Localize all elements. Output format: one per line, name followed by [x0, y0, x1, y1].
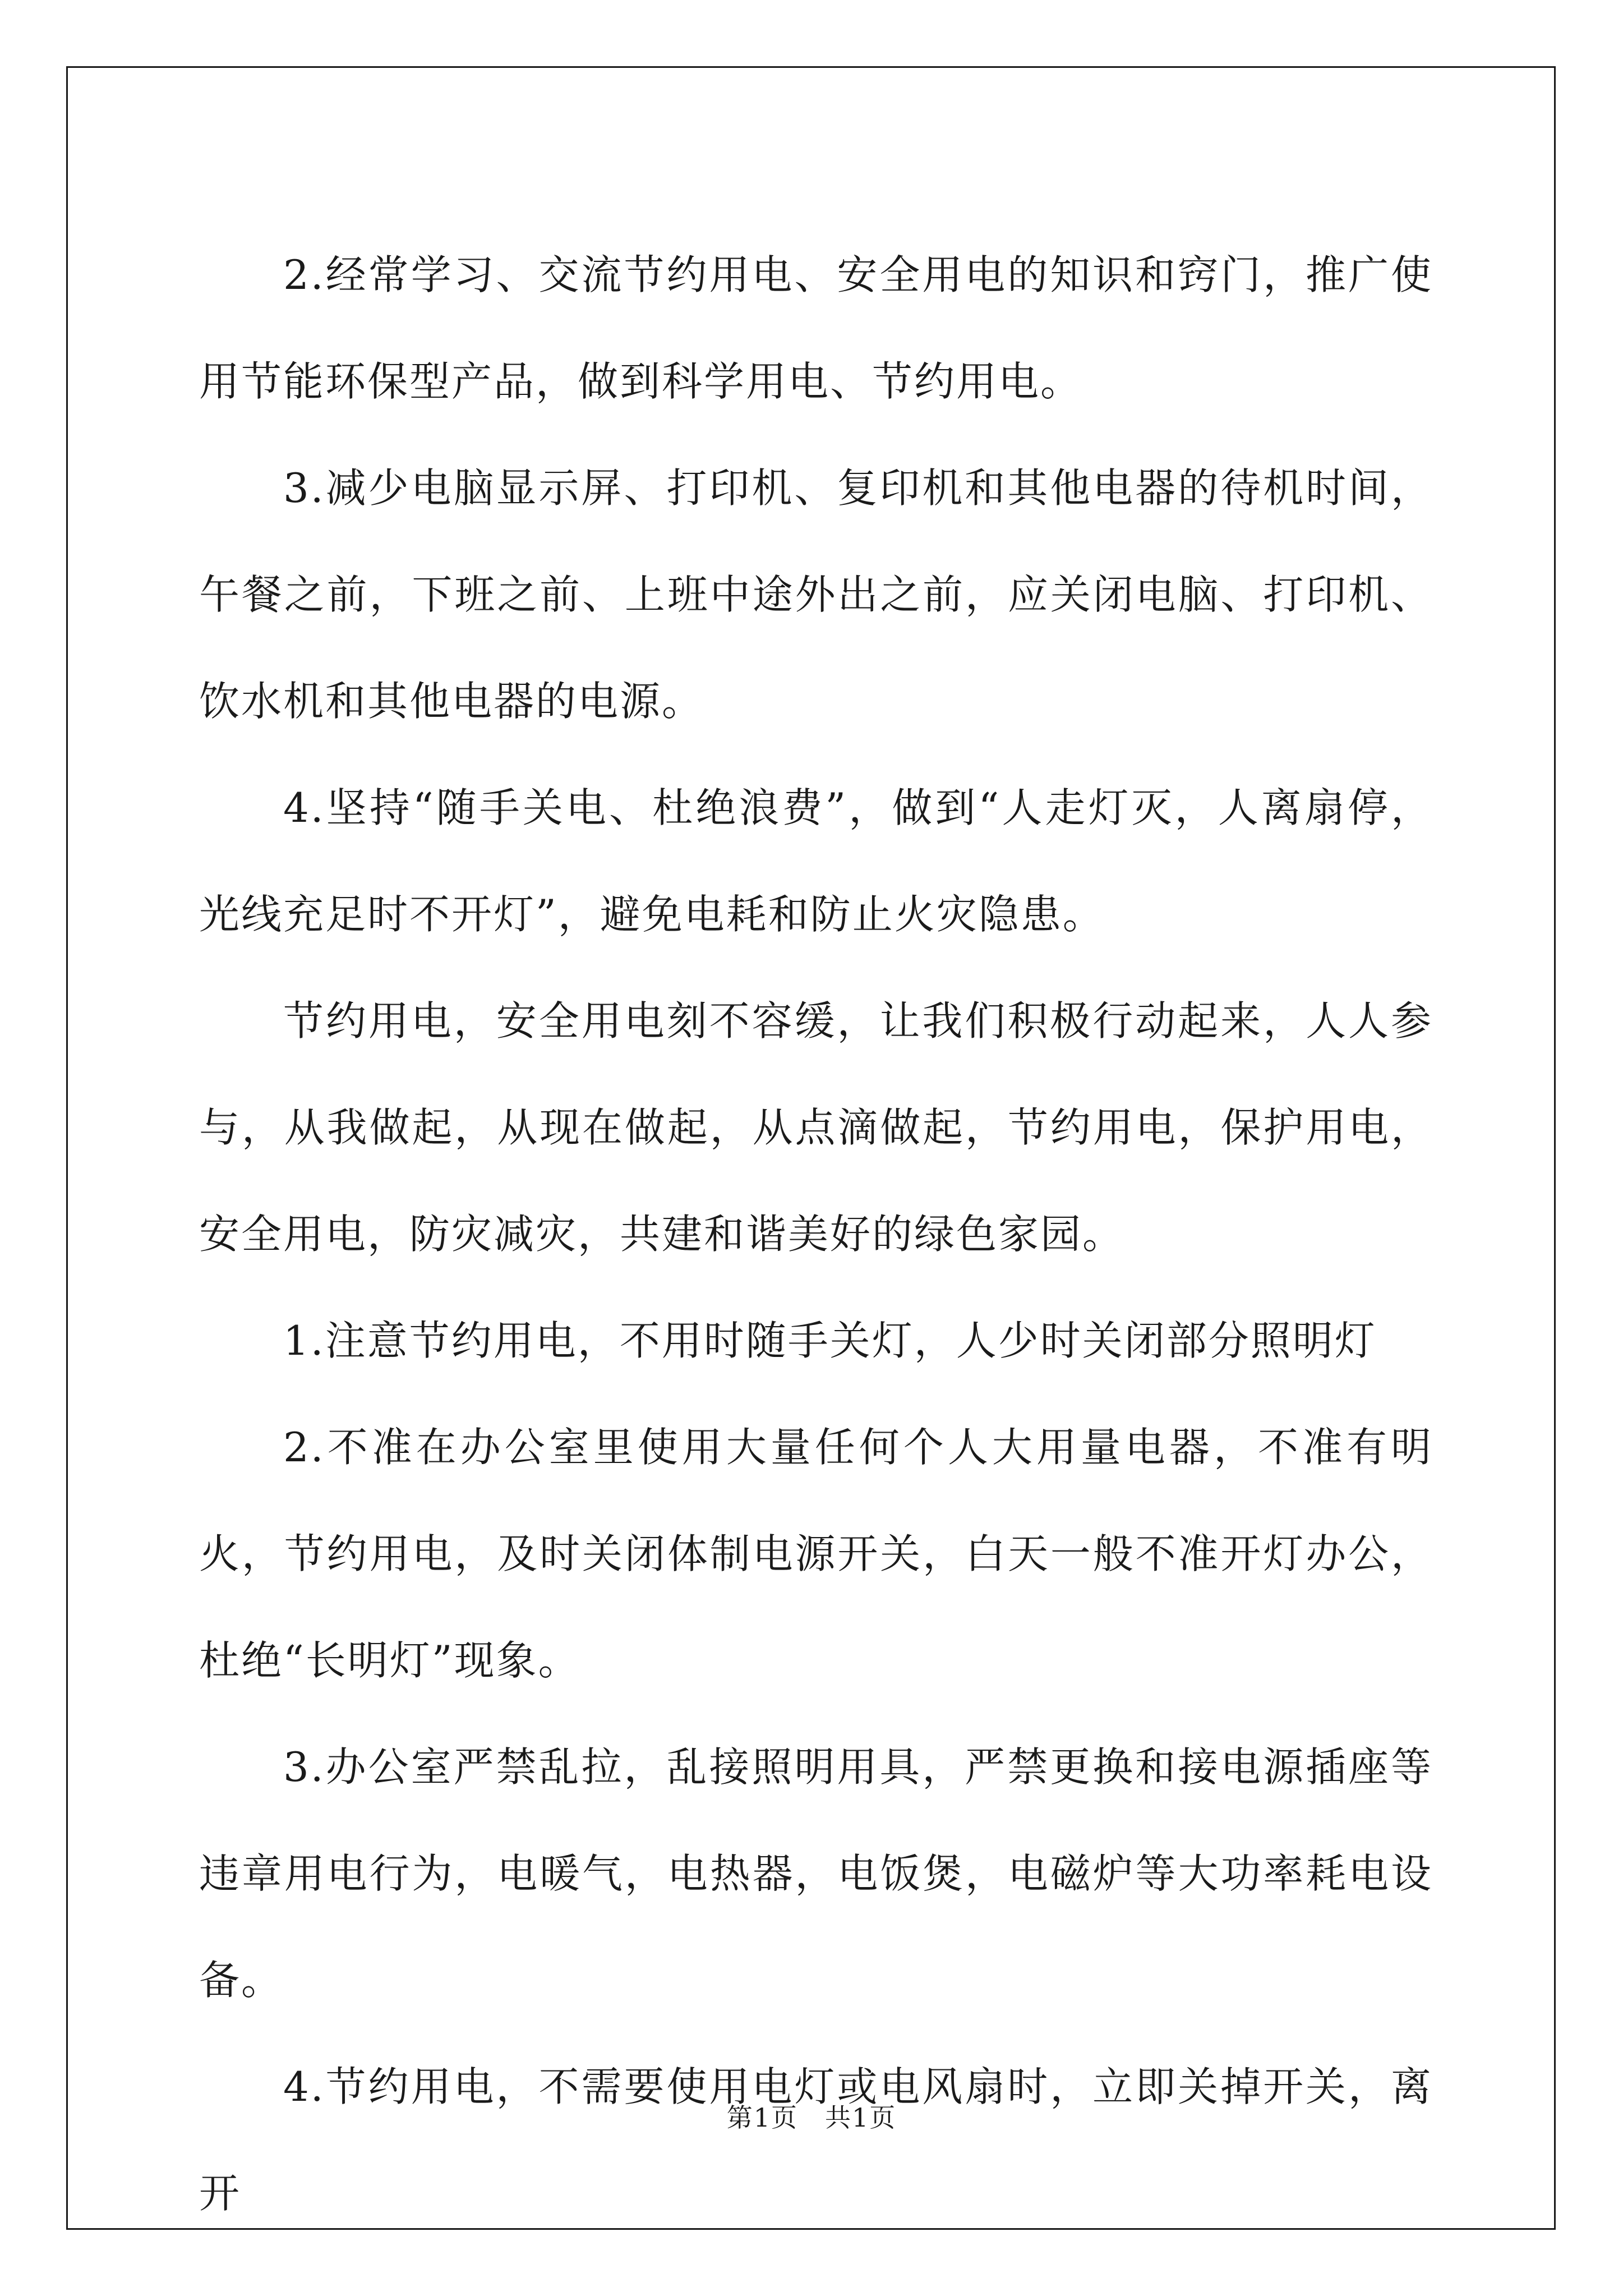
- paragraph-8: 4.节约用电，不需要使用电灯或电风扇时，立即关掉开关，离开: [199, 2063, 1433, 2217]
- document-body: [199, 222, 1433, 2247]
- paragraph-1: 2.经常学习、交流节约用电、安全用电的知识和窍门，推广使用节能环保型产品，做到科学用电、节约用电。: [199, 251, 1433, 405]
- page-footer: 第1页 共1页: [726, 2102, 897, 2133]
- paragraph-7: 3.办公室严禁乱拉，乱接照明用具，严禁更换和接电源插座等违章用电行为，电暖气，电热器，电饭煲，电磁炉等大功率耗电设备。: [199, 1743, 1433, 2004]
- paragraph-4: 节约用电，安全用电刻不容缓，让我们积极行动起来，人人参与，从我做起，从现在做起，从点滴做起，节约用电，保护用电，安全用电，防灾减灾，共建和谐美好的绿色家园。: [199, 997, 1433, 1258]
- paragraph-5: 1.注意节约用电，不用时随手关灯，人少时关闭部分照明灯: [283, 1317, 1377, 1364]
- paragraph-2: 3.减少电脑显示屏、打印机、复印机和其他电器的待机时间，午餐之前，下班之前、上班中途外出之前，应关闭电脑、打印机、饮水机和其他电器的电源。: [199, 464, 1433, 725]
- paragraph-6: 2.不准在办公室里使用大量任何个人大用量电器，不准有明火，节约用电，及时关闭体制电源开关，白天一般不准开灯办公，杜绝“长明灯”现象。: [199, 1424, 1433, 1684]
- paragraph-3: 4.坚持“随手关电、杜绝浪费”，做到“人走灯灭，人离扇停，光线充足时不开灯”，避免电耗和防止火灾隐患。: [199, 784, 1433, 938]
